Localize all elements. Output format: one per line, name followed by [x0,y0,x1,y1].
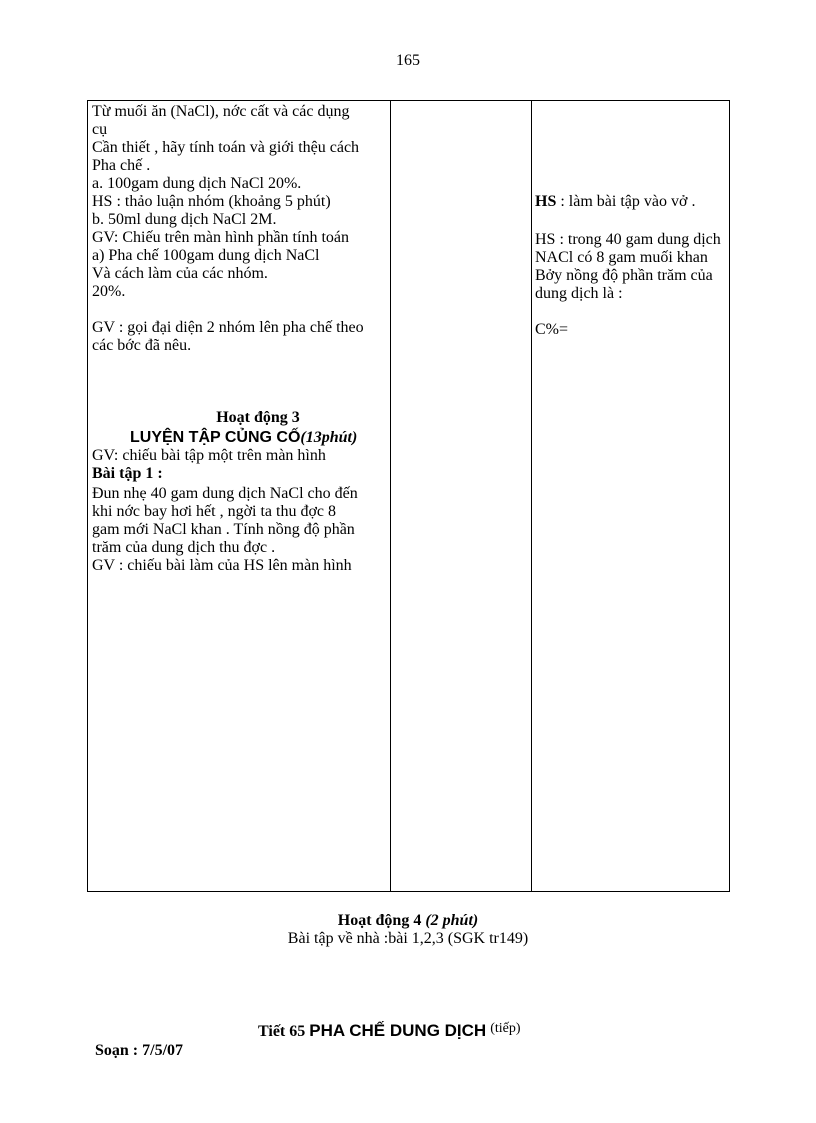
text-line: các bớc đã nêu. [92,337,192,354]
activity4-title: Hoạt động 4 [337,912,422,929]
lesson-title: PHA CHẾ DUNG DỊCH [309,1021,487,1040]
soan-date: Soạn : 7/5/07 [95,1042,184,1059]
activity3-heading [130,429,357,447]
text-line: Từ muối ăn (NaCl), nớc cất và các dụng [92,103,350,120]
lesson-suffix: (tiếp) [490,1021,521,1036]
text-line: Cần thiết , hãy tính toán và giới thệu cách [92,139,360,156]
exercise-line: gam mới NaCl khan . Tính nồng độ phần [92,521,355,538]
text-line: a) Pha chế 100gam dung dịch NaCl [92,247,320,264]
text-line: 20%. [92,283,126,300]
student-column [531,101,730,891]
text-line: a. 100gam dung dịch NaCl 20%. [92,175,302,192]
homework-note: Bài tập về nhà :bài 1,2,3 (SGK tr149) [287,930,529,947]
hs-note [535,193,695,211]
hs-label: HS [535,193,557,210]
formula: C%= [535,321,569,338]
text-line: HS : thảo luận nhóm (khoảng 5 phút) [92,193,331,210]
lesson-heading [258,1021,521,1041]
activity3-time: (13phút) [300,429,358,446]
text-line: GV: Chiếu trên màn hình phần tính toán [92,229,349,246]
text-line: NACl có 8 gam muối khan [535,249,708,266]
text-line: dung dịch là : [535,285,623,302]
text-line: Pha chế . [92,157,151,174]
text-line: b. 50ml dung dịch NaCl 2M. [92,211,277,228]
exercise-line: khi nớc bay hơi hết , ngời ta thu đợc 8 [92,503,337,520]
text-line: GV : gọi đại diện 2 nhóm lên pha chế theo [92,319,364,336]
lesson-table [87,100,730,892]
activity3-title: Hoạt động 3 [216,409,300,426]
tiet-label: Tiết 65 [258,1023,306,1040]
teacher-column [88,101,390,891]
text-line: HS : trong 40 gam dung dịch [535,231,721,248]
exercise-line: trăm của dung dịch thu đợc . [92,539,276,556]
activity3-subtitle: LUYỆN TẬP CỦNG CỐ [130,429,301,446]
column-divider [390,101,391,891]
page-number: 165 [396,52,420,69]
text-line: cụ [92,121,108,138]
exercise-label: Bài tập 1 : [92,465,163,482]
hs-text: : làm bài tập vào vở . [556,193,696,210]
text-line: Và cách làm của các nhóm. [92,265,268,282]
text-line: Bởy nồng độ phần trăm của [535,267,713,284]
exercise-line: GV : chiếu bài làm của HS lên màn hình [92,557,352,574]
gv-exercise-note: GV: chiếu bài tập một trên màn hình [92,447,326,464]
activity4-heading [0,912,816,930]
activity4-time: (2 phút) [425,912,479,929]
exercise-line: Đun nhẹ 40 gam dung dịch NaCl cho đến [92,485,358,502]
